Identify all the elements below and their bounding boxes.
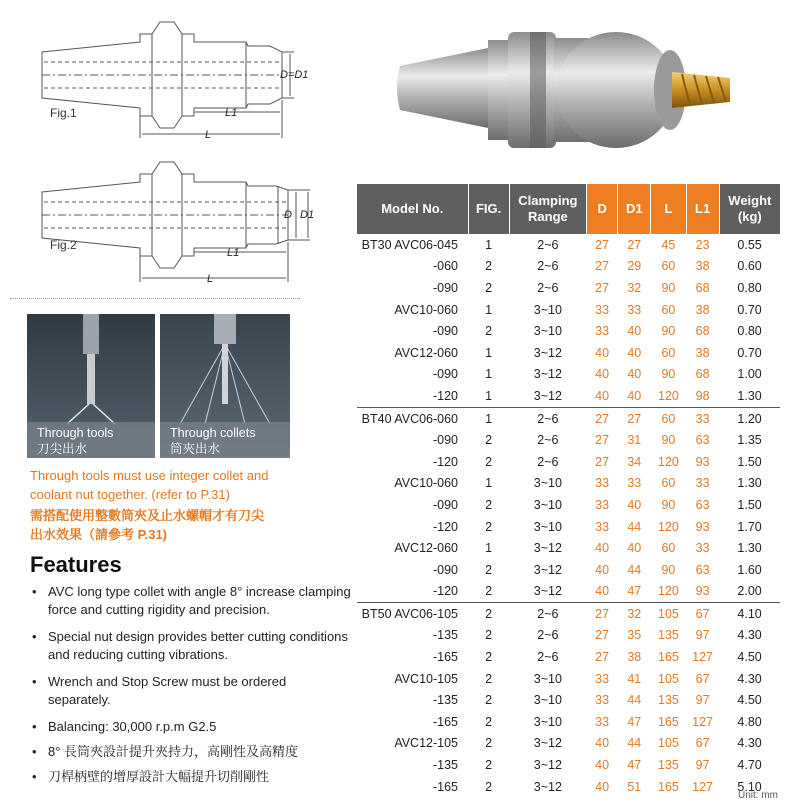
- cell-l1: 63: [695, 433, 710, 448]
- bullet: •: [32, 629, 37, 644]
- cell-fig: 2: [485, 714, 493, 729]
- cell-l: 135: [658, 758, 679, 773]
- cell-clamping-range: 3~12: [533, 736, 562, 751]
- cell-fig: 2: [485, 693, 493, 708]
- cell-weight: 4.30: [737, 628, 762, 643]
- fig1-drawing: [20, 14, 330, 144]
- table-row: [357, 625, 781, 647]
- cell-model: AVC12-060: [394, 541, 459, 556]
- cell-l1: 127: [692, 779, 714, 794]
- cell-l1: 97: [695, 628, 710, 643]
- cell-d: 40: [595, 758, 610, 773]
- cell-l: 135: [658, 693, 679, 708]
- feature-text: AVC long type collet with angle 8° increase clamping force and cutting rigidity and precision.: [48, 584, 351, 617]
- cell-d1: 41: [627, 671, 642, 686]
- cell-clamping-range: 2~6: [537, 259, 559, 274]
- cell-weight: 1.20: [719, 407, 780, 429]
- cell-model: -165: [432, 650, 459, 665]
- cell-d: 27: [587, 407, 618, 429]
- fig2-drawing: [20, 154, 330, 289]
- cell-d1: 40: [627, 367, 642, 382]
- cell-l1: 127: [692, 714, 714, 729]
- cell-d1: 32: [618, 603, 651, 625]
- table-row: [357, 516, 781, 538]
- cell-l1: 97: [695, 693, 710, 708]
- cell-l: 60: [651, 407, 686, 429]
- cell-l1: 38: [695, 302, 710, 317]
- table-row: [357, 256, 781, 278]
- cell-l: 90: [661, 324, 676, 339]
- table-row: [357, 385, 781, 407]
- cell-l: 105: [651, 603, 686, 625]
- table-row: [357, 451, 781, 473]
- cell-l1: 67: [686, 603, 719, 625]
- note-en-line2: coolant nut together. (refer to P.31): [30, 487, 230, 502]
- caption-through-collets: [160, 422, 290, 458]
- cell-fig: 2: [485, 497, 493, 512]
- cell-weight: 4.50: [737, 693, 762, 708]
- cell-d: 27: [595, 280, 610, 295]
- cell-d1: 47: [627, 584, 642, 599]
- table-row: [357, 646, 781, 668]
- cell-l: 60: [661, 476, 676, 491]
- cell-l: 60: [661, 541, 676, 556]
- table-row: [357, 537, 781, 559]
- section-divider: [10, 298, 300, 299]
- feature-item: [32, 768, 352, 786]
- cell-d: 27: [595, 650, 610, 665]
- cell-d1: 40: [627, 324, 642, 339]
- table-row: [357, 711, 781, 733]
- cell-fig: 2: [485, 324, 493, 339]
- feature-text: Special nut design provides better cutting conditions and reducing cutting vibrations.: [48, 629, 348, 662]
- fig2-label: Fig.2: [50, 238, 77, 252]
- col-d1: D1: [618, 184, 651, 234]
- cell-l: 90: [661, 497, 676, 512]
- fig2-d1-label: D1: [300, 209, 315, 221]
- cell-clamping-range: 2~6: [509, 407, 586, 429]
- cell-weight: 0.55: [737, 237, 762, 252]
- table-row: [357, 689, 781, 711]
- caption-through-tools: [27, 422, 155, 458]
- cell-d: 33: [595, 519, 610, 534]
- cell-l: 120: [658, 584, 679, 599]
- note-zh-line1: 需搭配使用整數筒夾及止水螺帽才有刀尖: [30, 508, 265, 523]
- table-row: [357, 429, 781, 451]
- cell-model: AVC12-060: [394, 345, 459, 360]
- table-row: [357, 299, 781, 321]
- feature-item: [32, 673, 352, 709]
- cell-d1: 40: [627, 388, 642, 403]
- cell-fig: 1: [485, 367, 493, 382]
- cell-fig: 2: [485, 671, 493, 686]
- cell-weight: 0.80: [737, 280, 762, 295]
- cell-clamping-range: 2~6: [537, 650, 559, 665]
- caption-through-tools-zh: 刀尖出水: [37, 442, 88, 456]
- table-row: [357, 754, 781, 776]
- table-row: [357, 320, 781, 342]
- cell-model: -090: [432, 433, 459, 448]
- cell-fig: 2: [485, 280, 493, 295]
- fig2-l-label: L: [207, 273, 214, 285]
- cell-d: 33: [595, 671, 610, 686]
- cell-d1: 47: [627, 758, 642, 773]
- cell-model: -060: [432, 259, 459, 274]
- cell-clamping-range: 2~6: [509, 603, 586, 625]
- table-row: [357, 234, 781, 256]
- cell-weight: 1.30: [737, 476, 762, 491]
- cell-weight: 0.70: [737, 345, 762, 360]
- cell-fig: 1: [485, 237, 493, 252]
- cell-clamping-range: 3~10: [533, 714, 562, 729]
- cell-model: AVC12-105: [394, 736, 459, 751]
- cell-l1: 93: [695, 519, 710, 534]
- cell-l: 60: [661, 302, 676, 317]
- table-row: [357, 342, 781, 364]
- cell-weight: 1.70: [737, 519, 762, 534]
- cell-d1: 47: [627, 714, 642, 729]
- cell-model: -165: [432, 714, 459, 729]
- cell-clamping-range: 3~12: [533, 367, 562, 382]
- unit-label: Unit: mm: [738, 790, 778, 801]
- cell-d: 33: [595, 497, 610, 512]
- table-row: [357, 277, 781, 299]
- cell-l1: 63: [695, 497, 710, 512]
- spec-table-body: [357, 234, 781, 797]
- cell-fig: 2: [485, 736, 493, 751]
- caption-through-collets-zh: 筒夾出水: [170, 442, 221, 456]
- table-row: [357, 364, 781, 386]
- bullet: •: [32, 584, 37, 599]
- cell-d: 40: [595, 562, 610, 577]
- cell-d1: 51: [627, 779, 642, 794]
- cell-l: 165: [658, 714, 679, 729]
- cell-clamping-range: 3~12: [533, 584, 562, 599]
- cell-l1: 98: [695, 388, 710, 403]
- cell-l1: 67: [695, 736, 710, 751]
- cell-l: 165: [658, 779, 679, 794]
- caption-through-collets-en: Through collets: [170, 426, 256, 440]
- cell-clamping-range: 3~12: [533, 388, 562, 403]
- cell-model: -120: [432, 388, 459, 403]
- caption-through-tools-en: Through tools: [37, 426, 114, 440]
- cell-d: 27: [595, 433, 610, 448]
- cell-weight: 0.70: [737, 302, 762, 317]
- cell-fig: 2: [468, 603, 509, 625]
- cell-d: 40: [595, 367, 610, 382]
- cell-model: -090: [432, 562, 459, 577]
- cell-fig: 1: [485, 476, 493, 491]
- cell-clamping-range: 3~10: [533, 693, 562, 708]
- cell-d1: 34: [627, 454, 642, 469]
- cell-l: 45: [661, 237, 676, 252]
- cell-d: 33: [595, 302, 610, 317]
- cell-l1: 33: [695, 541, 710, 556]
- cell-weight: 1.50: [737, 497, 762, 512]
- cell-clamping-range: 2~6: [537, 280, 559, 295]
- cell-weight: 4.30: [737, 736, 762, 751]
- col-weight: Weight (kg): [719, 184, 780, 234]
- table-row: [357, 407, 781, 429]
- cell-clamping-range: 3~12: [533, 562, 562, 577]
- cell-d: 40: [595, 388, 610, 403]
- cell-l1: 68: [695, 367, 710, 382]
- cell-l: 90: [661, 367, 676, 382]
- cell-l1: 127: [692, 650, 714, 665]
- cell-model: -135: [432, 758, 459, 773]
- cell-l: 90: [661, 433, 676, 448]
- cell-clamping-range: 3~10: [533, 519, 562, 534]
- cell-clamping-range: 3~12: [533, 779, 562, 794]
- cell-d: 27: [587, 603, 618, 625]
- cell-d1: 38: [627, 650, 642, 665]
- col-fig: FIG.: [468, 184, 509, 234]
- cell-model: BT40 AVC06-060: [357, 407, 469, 429]
- cell-l: 90: [661, 562, 676, 577]
- spec-table: [356, 184, 780, 797]
- cell-d1: 40: [627, 541, 642, 556]
- cell-l1: 67: [695, 671, 710, 686]
- cell-l1: 68: [695, 280, 710, 295]
- col-model: Model No.: [357, 184, 469, 234]
- bullet: •: [32, 674, 37, 689]
- cell-weight: 5.10: [737, 779, 762, 794]
- bullet: •: [32, 769, 37, 784]
- cell-model: -120: [432, 519, 459, 534]
- cell-fig: 1: [485, 345, 493, 360]
- cell-d: 27: [595, 259, 610, 274]
- bullet: •: [32, 744, 37, 759]
- cell-model: -090: [432, 280, 459, 295]
- cell-model: AVC10-060: [394, 302, 459, 317]
- cell-d: 27: [595, 454, 610, 469]
- cell-weight: 4.80: [737, 714, 762, 729]
- cell-fig: 2: [485, 454, 493, 469]
- cell-d: 33: [595, 324, 610, 339]
- cell-fig: 2: [485, 779, 493, 794]
- cell-clamping-range: 3~12: [533, 345, 562, 360]
- cell-d1: 33: [627, 476, 642, 491]
- cell-l: 60: [661, 345, 676, 360]
- feature-text: Wrench and Stop Screw must be ordered separately.: [48, 674, 287, 707]
- col-l1: L1: [686, 184, 719, 234]
- cell-d1: 44: [627, 736, 642, 751]
- cell-weight: 1.50: [737, 454, 762, 469]
- cell-fig: 1: [468, 407, 509, 429]
- feature-item: [32, 718, 352, 736]
- cell-clamping-range: 3~10: [533, 324, 562, 339]
- cell-clamping-range: 2~6: [537, 628, 559, 643]
- cell-model: BT50 AVC06-105: [357, 603, 469, 625]
- cell-l: 120: [658, 388, 679, 403]
- cell-l1: 68: [695, 324, 710, 339]
- cell-clamping-range: 2~6: [537, 237, 559, 252]
- cell-fig: 2: [485, 433, 493, 448]
- cell-fig: 2: [485, 758, 493, 773]
- cell-l1: 38: [695, 345, 710, 360]
- cell-weight: 1.00: [737, 367, 762, 382]
- table-row: [357, 603, 781, 625]
- cell-d1: 27: [627, 237, 642, 252]
- cell-model: -135: [432, 628, 459, 643]
- cell-d1: 40: [627, 497, 642, 512]
- cell-l: 90: [661, 280, 676, 295]
- cell-model: AVC10-060: [394, 476, 459, 491]
- cell-l: 105: [658, 736, 679, 751]
- table-row: [357, 581, 781, 603]
- cell-weight: 0.80: [737, 324, 762, 339]
- col-d: D: [587, 184, 618, 234]
- cell-d1: 44: [627, 562, 642, 577]
- cell-model: BT30 AVC06-045: [361, 237, 459, 252]
- cell-fig: 2: [485, 519, 493, 534]
- cell-d1: 27: [618, 407, 651, 429]
- feature-item: [32, 628, 352, 664]
- cell-d: 33: [595, 693, 610, 708]
- cell-l: 135: [658, 628, 679, 643]
- feature-text: 刀桿柄壁的增厚設計大幅提升切削剛性: [48, 769, 270, 784]
- feature-item: [32, 583, 352, 619]
- cell-d: 33: [595, 714, 610, 729]
- cell-d1: 29: [627, 259, 642, 274]
- cell-weight: 4.30: [737, 671, 762, 686]
- cell-weight: 1.60: [737, 562, 762, 577]
- table-row: [357, 494, 781, 516]
- col-l: L: [651, 184, 686, 234]
- cell-fig: 2: [485, 628, 493, 643]
- cell-l1: 38: [695, 259, 710, 274]
- product-photo: [390, 18, 740, 168]
- cell-d: 40: [595, 736, 610, 751]
- cell-d1: 40: [627, 345, 642, 360]
- feature-text: Balancing: 30,000 r.p.m G2.5: [48, 719, 217, 734]
- cell-d: 40: [595, 345, 610, 360]
- cell-clamping-range: 3~10: [533, 476, 562, 491]
- cell-model: -090: [432, 324, 459, 339]
- cell-clamping-range: 3~10: [533, 497, 562, 512]
- coolant-note-en: [30, 466, 268, 504]
- table-row: [357, 733, 781, 755]
- fig1-label: Fig.1: [50, 106, 77, 120]
- cell-fig: 2: [485, 562, 493, 577]
- cell-l1: 33: [686, 407, 719, 429]
- coolant-note-zh: [30, 506, 264, 544]
- cell-d: 27: [595, 237, 610, 252]
- cell-weight: 1.30: [737, 541, 762, 556]
- cell-d1: 32: [627, 280, 642, 295]
- cell-d: 33: [595, 476, 610, 491]
- cell-l1: 93: [695, 584, 710, 599]
- cell-model: -135: [432, 693, 459, 708]
- fig1-l1-label: L1: [225, 107, 238, 119]
- features-title: Features: [30, 552, 122, 577]
- table-row: [357, 776, 781, 798]
- cell-l1: 63: [695, 562, 710, 577]
- cell-weight: 4.50: [737, 650, 762, 665]
- photo-through-tools: [27, 314, 155, 458]
- cell-l: 120: [658, 519, 679, 534]
- cell-model: -120: [432, 584, 459, 599]
- cell-d: 40: [595, 779, 610, 794]
- note-zh-line2: 出水效果（請參考 P.31): [30, 527, 168, 542]
- cell-clamping-range: 3~12: [533, 758, 562, 773]
- feature-text: 8° 長筒夾設計提升夾持力，高剛性及高精度: [48, 744, 299, 759]
- cell-model: -165: [432, 779, 459, 794]
- cell-clamping-range: 3~12: [533, 541, 562, 556]
- feature-item: [32, 743, 352, 761]
- photo-through-collets: [160, 314, 290, 458]
- cell-l1: 33: [695, 476, 710, 491]
- table-row: [357, 668, 781, 690]
- cell-d1: 35: [627, 628, 642, 643]
- table-row: [357, 559, 781, 581]
- cell-clamping-range: 3~10: [533, 671, 562, 686]
- cell-weight: 2.00: [737, 584, 762, 599]
- cell-weight: 1.30: [737, 388, 762, 403]
- cell-d1: 44: [627, 693, 642, 708]
- cell-l1: 23: [695, 237, 710, 252]
- cell-model: -120: [432, 454, 459, 469]
- cell-weight: 0.60: [737, 259, 762, 274]
- cell-l1: 93: [695, 454, 710, 469]
- fig1-l-label: L: [205, 129, 212, 141]
- fig2-l1-label: L1: [227, 247, 240, 259]
- table-row: [357, 473, 781, 495]
- cell-l: 165: [658, 650, 679, 665]
- cell-d1: 33: [627, 302, 642, 317]
- cell-l1: 97: [695, 758, 710, 773]
- cell-weight: 1.35: [737, 433, 762, 448]
- bullet: •: [32, 719, 37, 734]
- cell-fig: 1: [485, 541, 493, 556]
- cell-clamping-range: 2~6: [537, 454, 559, 469]
- cell-fig: 2: [485, 584, 493, 599]
- cell-weight: 4.70: [737, 758, 762, 773]
- cell-model: AVC10-105: [394, 671, 459, 686]
- cell-model: -090: [432, 367, 459, 382]
- cell-d: 40: [595, 541, 610, 556]
- fig2-d-label: D: [284, 209, 292, 221]
- cell-d: 27: [595, 628, 610, 643]
- cell-fig: 2: [485, 259, 493, 274]
- cell-d1: 44: [627, 519, 642, 534]
- table-header-row: [357, 184, 781, 234]
- note-en-line1: Through tools must use integer collet and: [30, 468, 269, 483]
- cell-l: 105: [658, 671, 679, 686]
- fig1-d-label: D=D1: [280, 69, 309, 81]
- cell-fig: 1: [485, 388, 493, 403]
- cell-l: 120: [658, 454, 679, 469]
- cell-fig: 2: [485, 650, 493, 665]
- cell-d: 40: [595, 584, 610, 599]
- cell-d1: 31: [627, 433, 642, 448]
- cell-clamping-range: 3~10: [533, 302, 562, 317]
- cell-l: 60: [661, 259, 676, 274]
- cell-clamping-range: 2~6: [537, 433, 559, 448]
- cell-weight: 4.10: [719, 603, 780, 625]
- cell-fig: 1: [485, 302, 493, 317]
- cell-model: -090: [432, 497, 459, 512]
- col-clamping-range: Clamping Range: [509, 184, 586, 234]
